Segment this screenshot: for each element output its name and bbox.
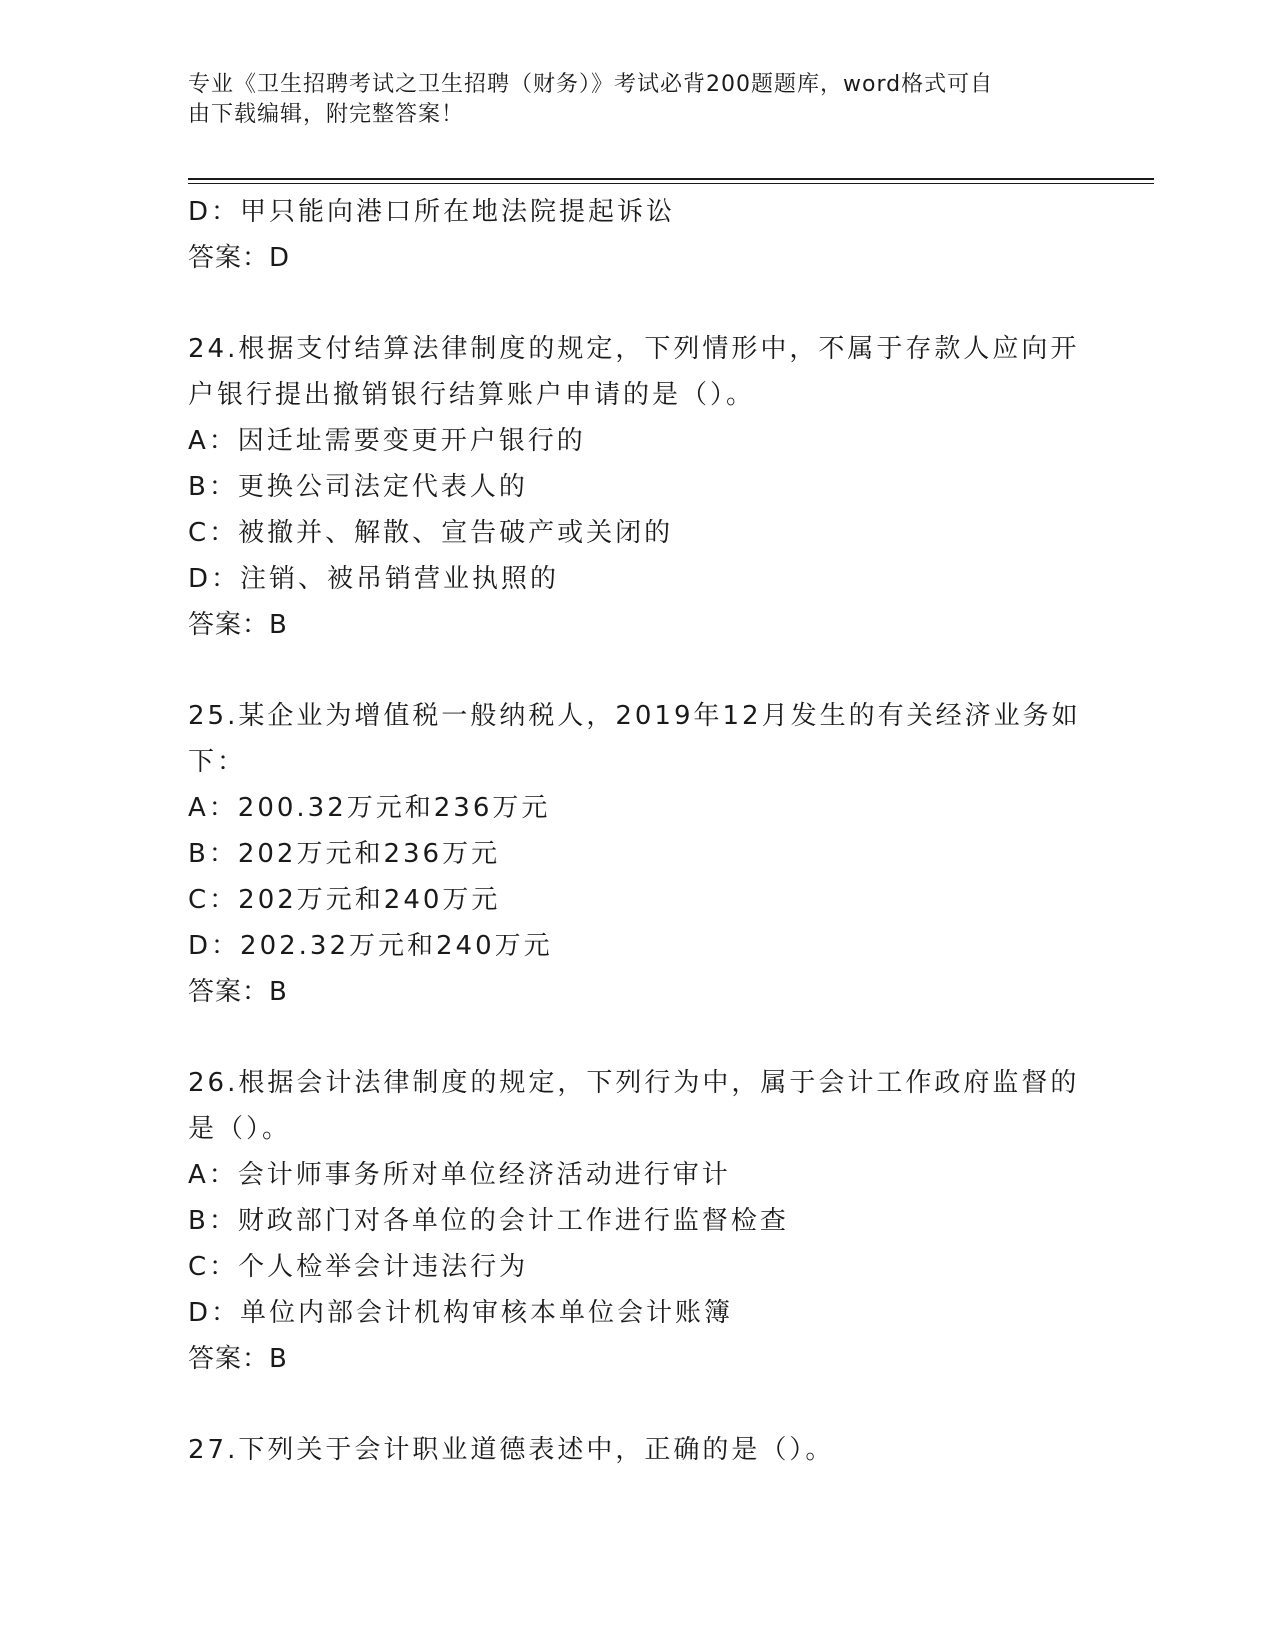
option-d: D：202.32万元和240万元 (188, 931, 553, 961)
option-b: B：更换公司法定代表人的 (188, 472, 528, 502)
spacer (188, 281, 1088, 326)
spacer (188, 648, 1088, 693)
question-27 (188, 1427, 1088, 1473)
question-26 (188, 1060, 1088, 1382)
previous-answer: 答案：D (188, 243, 291, 273)
question-stem-line-1: 24.根据支付结算法律制度的规定，下列情形中，不属于存款人应向开 (188, 334, 1080, 364)
option-c: C：202万元和240万元 (188, 885, 501, 915)
answer: 答案：B (188, 1344, 288, 1374)
header-line-2: 由下载编辑，附完整答案！ (188, 102, 465, 127)
question-stem-line-2: 户银行提出撤销银行结算账户申请的是（）。 (188, 380, 756, 410)
spacer (188, 1382, 1088, 1427)
header-divider-thick (188, 178, 1154, 180)
answer: 答案：B (188, 610, 288, 640)
question-stem-line-1: 27.下列关于会计职业道德表述中，正确的是（）。 (188, 1435, 835, 1465)
question-stem-line-1: 25.某企业为增值税一般纳税人，2019年12月发生的有关经济业务如 (188, 701, 1081, 731)
option-b: B：财政部门对各单位的会计工作进行监督检查 (188, 1206, 789, 1236)
document-header (188, 70, 1088, 130)
question-stem-line-2: 下： (188, 747, 247, 777)
option-a: A：因迁址需要变更开户银行的 (188, 426, 586, 456)
option-d: D：单位内部会计机构审核本单位会计账簿 (188, 1298, 734, 1328)
question-list (188, 189, 1088, 1473)
option-c: C：被撤并、解散、宣告破产或关闭的 (188, 518, 674, 548)
option-d: D：注销、被吊销营业执照的 (188, 564, 560, 594)
header-line-1: 专业《卫生招聘考试之卫生招聘（财务）》考试必背200题题库，word格式可自 (188, 72, 994, 97)
option-a: A：会计师事务所对单位经济活动进行审计 (188, 1160, 731, 1190)
option-b: B：202万元和236万元 (188, 839, 501, 869)
spacer (188, 1015, 1088, 1060)
question-24 (188, 326, 1088, 648)
option-c: C：个人检举会计违法行为 (188, 1252, 529, 1282)
header-divider-thin (188, 183, 1154, 184)
question-stem-line-2: 是（）。 (188, 1114, 292, 1144)
previous-option-d: D：甲只能向港口所在地法院提起诉讼 (188, 197, 676, 227)
option-a: A：200.32万元和236万元 (188, 793, 551, 823)
answer: 答案：B (188, 977, 288, 1007)
question-stem-line-1: 26.根据会计法律制度的规定，下列行为中，属于会计工作政府监督的 (188, 1068, 1080, 1098)
question-25 (188, 693, 1088, 1015)
